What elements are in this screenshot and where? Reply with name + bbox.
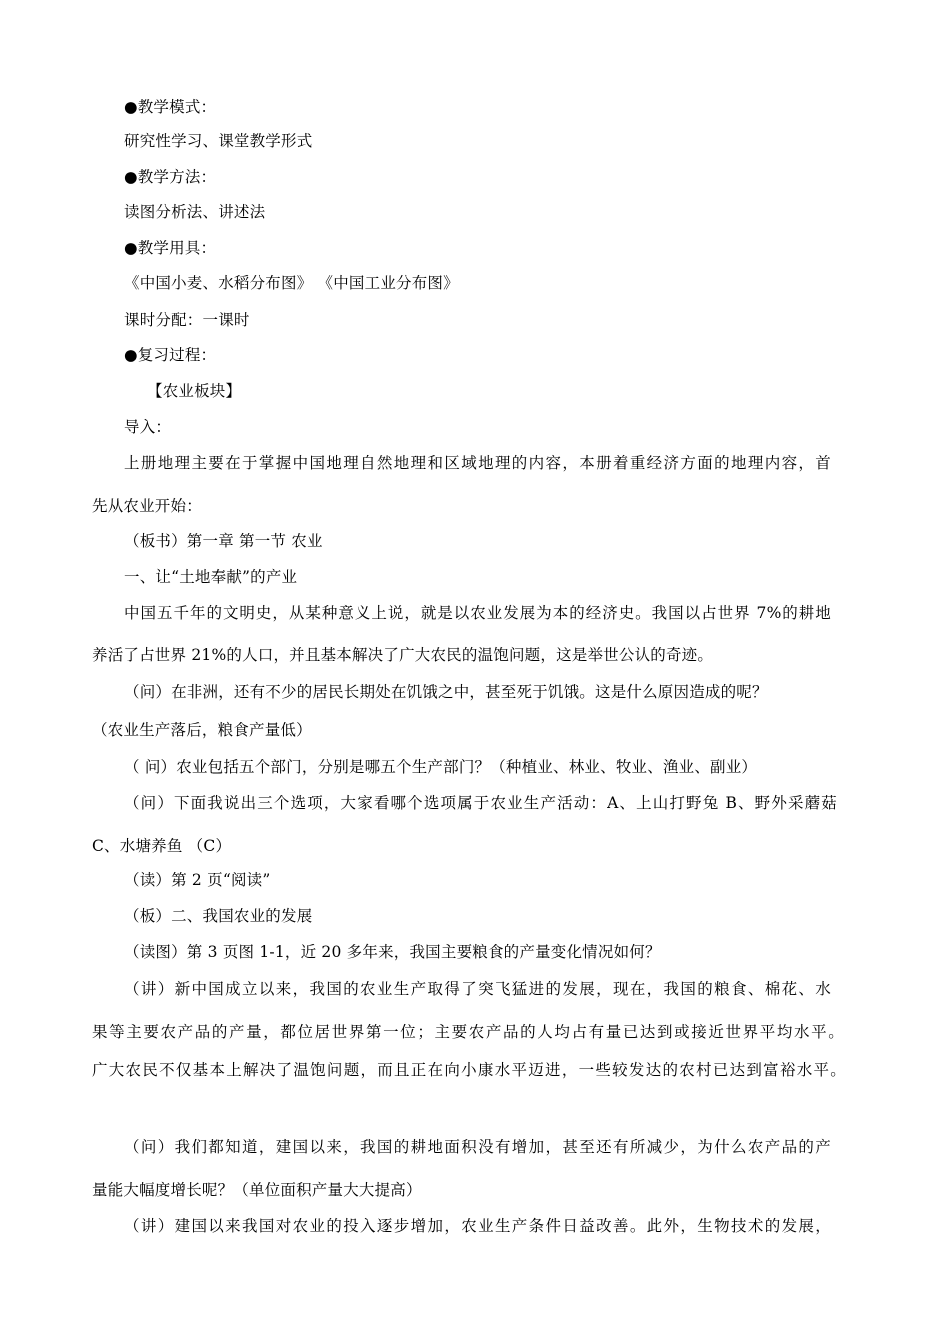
question-options-line1: （问）下面我说出三个选项，大家看哪个选项属于农业生产活动：A、上山打野兔 B、野外采蘑菇 [124,794,837,812]
heading-teaching-method: ●教学方法： [124,168,217,186]
text-subsection-1: 一、让“土地奉献”的产业 [124,568,298,586]
text-subsection-2: （板）二、我国农业的发展 [124,907,313,925]
paragraph-investment: （讲）建国以来我国对农业的投入逐步增加，农业生产条件日益改善。此外，生物技术的发展， [124,1217,831,1235]
question-africa: （问）在非洲，还有不少的居民长期处在饥饿之中，甚至死于饥饿。这是什么原因造成的呢？ [124,683,768,701]
text-read-figure: （读图）第 3 页图 1-1，近 20 多年来，我国主要粮食的产量变化情况如何？ [124,943,661,961]
paragraph-civilization-line1: 中国五千年的文明史，从某种意义上说，就是以农业发展为本的经济史。我国以占世界 7%的耕地 [124,604,831,622]
paragraph-development-line3: 广大农民不仅基本上解决了温饱问题，而且正在向小康水平迈进，一些较发达的农村已达到富裕水平。 [92,1061,846,1079]
text-teaching-tools: 《中国小麦、水稻分布图》 《中国工业分布图》 [124,274,459,292]
answer-africa: （农业生产落后，粮食产量低） [92,721,312,739]
text-intro-label: 导入： [124,418,172,436]
text-chapter-heading: （板书）第一章 第一节 农业 [124,532,323,550]
paragraph-intro-line2: 先从农业开始： [92,497,202,515]
section-agriculture: 【农业板块】 [147,382,242,400]
question-five-sectors: （ 问）农业包括五个部门，分别是哪五个生产部门？（种植业、林业、牧业、渔业、副业） [124,758,758,776]
text-class-hours: 课时分配：一课时 [124,311,250,329]
text-teaching-mode: 研究性学习、课堂教学形式 [124,132,313,150]
paragraph-development-line1: （讲）新中国成立以来，我国的农业生产取得了突飞猛进的发展，现在，我国的粮食、棉花、水 [124,980,831,998]
question-farmland-line1: （问）我们都知道，建国以来，我国的耕地面积没有增加，甚至还有所减少，为什么农产品的产 [124,1138,831,1156]
question-options-line2: C、水塘养鱼 （C） [92,837,232,855]
paragraph-development-line2: 果等主要农产品的产量，都位居世界第一位；主要农产品的人均占有量已达到或接近世界平均水平。 [92,1023,844,1041]
paragraph-intro-line1: 上册地理主要在于掌握中国地理自然地理和区域地理的内容，本册着重经济方面的地理内容，首 [124,454,831,472]
heading-teaching-tools: ●教学用具： [124,239,217,257]
text-teaching-method: 读图分析法、讲述法 [124,203,266,221]
paragraph-civilization-line2: 养活了占世界 21%的人口，并且基本解决了广大农民的温饱问题，这是举世公认的奇迹。 [92,646,714,664]
heading-teaching-mode: ●教学模式： [124,98,217,116]
heading-review-process: ●复习过程： [124,346,217,364]
question-farmland-line2: 量能大幅度增长呢？（单位面积产量大大提高） [92,1181,422,1199]
text-read-page2: （读）第 2 页“阅读” [124,871,271,889]
